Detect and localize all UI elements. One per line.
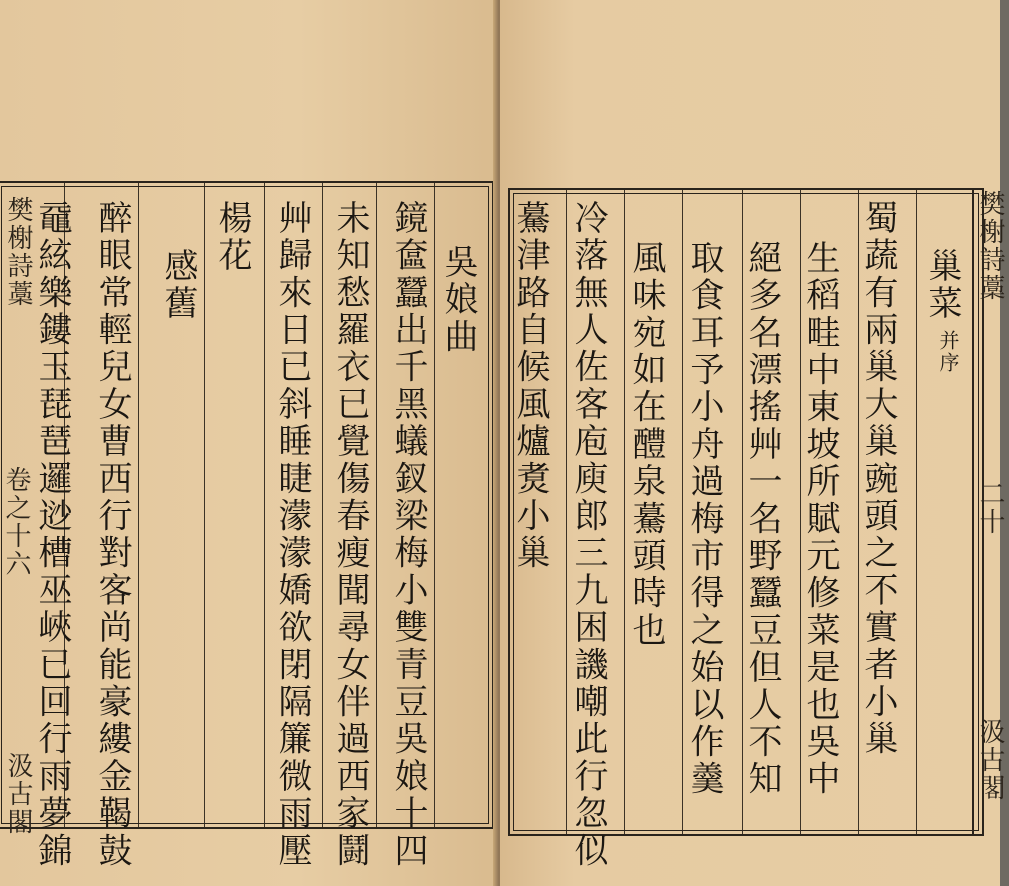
margin-page-number: 二十 [975, 480, 1005, 536]
poem-line: 楊花 [212, 200, 252, 275]
margin-title: 樊榭詩藁 [975, 190, 1005, 302]
column-rule [682, 190, 683, 834]
preface-line: 生稻畦中東坡所賦元修菜是也吳中 [800, 240, 840, 798]
margin-volume: 卷之十六 [1, 466, 31, 578]
margin-publisher: 汲古閣 [3, 752, 33, 836]
column-rule [138, 183, 139, 827]
column-rule [322, 183, 323, 827]
preface-line: 風味宛如在醴泉驀頭時也 [626, 240, 666, 650]
poem-line: 艸歸來日已斜睡睫濛濛嬌欲閉隔簾微雨壓 [272, 200, 312, 870]
preface-line: 蜀蔬有兩巢大巢豌頭之不實者小巢 [858, 200, 898, 758]
poem-line: 冷落無人佐客庖庾郎三九困譏嘲此行忽似 [568, 200, 608, 870]
poem-title: 感舊 [158, 248, 198, 323]
poem-line: 未知愁羅衣已覺傷春瘦聞尋女伴過西家鬪 [330, 200, 370, 870]
column-rule [916, 190, 917, 834]
poem-line: 驀津路自候風爐煑小巢 [510, 200, 550, 572]
poem-line: 黿絃樂鏤玉琵琶邏逤槽巫峽已回行雨夢錦 [32, 200, 72, 870]
column-rule [264, 183, 265, 827]
left-page [0, 0, 497, 886]
column-rule [434, 183, 435, 827]
poem-line: 醉眼常輕兒女曹西行對客尚能豪縷金鞨鼓 [92, 200, 132, 870]
title-note: 并序 [936, 330, 960, 374]
preface-line: 絕多名漂搖艸一名野蠶豆但人不知 [742, 240, 782, 798]
column-rule [376, 183, 377, 827]
margin-title: 樊榭詩藁 [3, 196, 33, 308]
preface-line: 取食耳予小舟過梅市得之始以作羹 [684, 240, 724, 798]
column-rule [624, 190, 625, 834]
poem-line: 鏡奩蠶出千黑蟻釵梁梅小雙青豆吳娘十四 [388, 200, 428, 870]
poem-title: 巢菜 [922, 248, 962, 323]
margin-publisher: 汲古閣 [975, 718, 1005, 802]
right-page [500, 0, 1005, 886]
poem-title: 吳娘曲 [438, 244, 478, 356]
column-rule [204, 183, 205, 827]
column-rule [566, 190, 567, 834]
